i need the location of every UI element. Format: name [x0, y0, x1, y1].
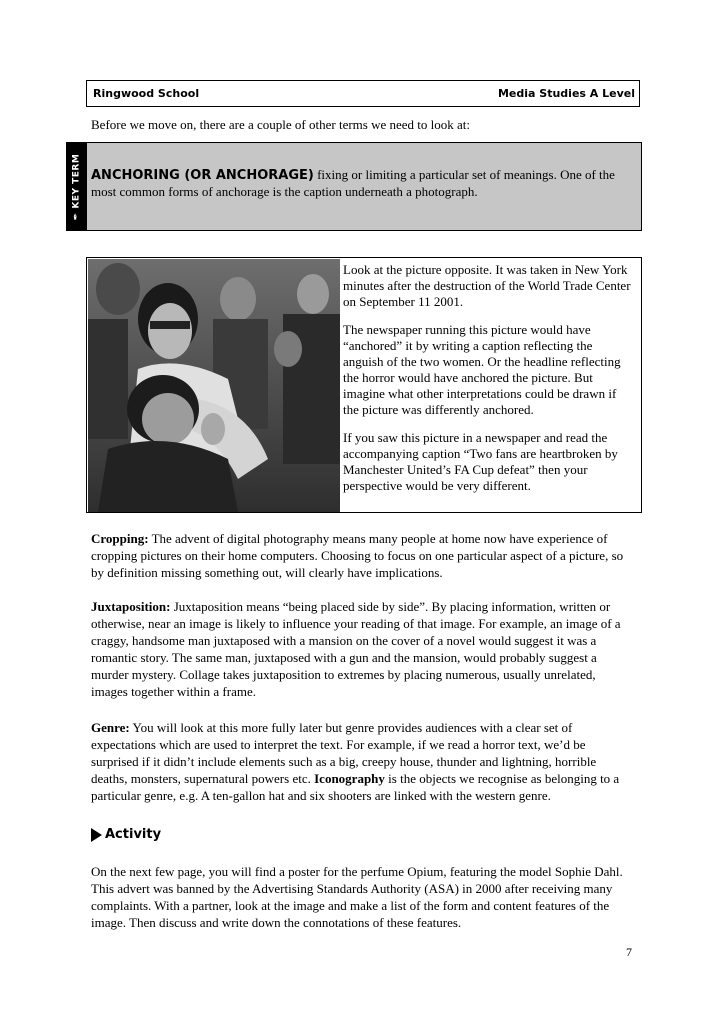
news-photo — [88, 259, 340, 512]
genre-label: Genre: — [91, 720, 130, 735]
photo-illustration — [88, 259, 340, 512]
activity-heading — [91, 827, 161, 842]
intro-text: Before we move on, there are a couple of other terms we need to look at: — [91, 117, 471, 132]
cropping-paragraph — [91, 530, 633, 581]
photo-text-p2: The newspaper running this picture would have “anchored” it by writing a caption reflecting the anguish of the two women. Or the headline reflecting the horror would have anchored the picture. But imagine what other interpretations could be drawn if the picture was differently anchored. — [343, 322, 621, 417]
key-term-title: ANCHORING (OR ANCHORAGE) — [91, 168, 314, 183]
header-course: Media Studies A Level — [497, 87, 635, 100]
play-triangle-icon — [91, 828, 102, 842]
genre-text-1: You will look at this more fully later but genre provides audiences with a clear set of expectations which are used to interpret the text. For example, if we read a horror text, we’d be surprised if it didn’t include elements such as a big, creepy house, thunder and lightning, horrible deaths, monsters, supernatural powers etc. — [91, 720, 597, 786]
juxtaposition-paragraph — [91, 598, 633, 700]
juxtaposition-label: Juxtaposition: — [91, 599, 171, 614]
key-term-tab-label: ✒ KEY TERM — [71, 153, 81, 220]
activity-paragraph: On the next few page, you will find a poster for the perfume Opium, featuring the model Sophie Dahl. This advert was banned by the Advertising Standards Authority (ASA) in 2000 after receiving many complaints. With a partner, look at the image and make a list of the form and content features of the image. Then discuss and write down the connotations of these features. — [91, 864, 623, 930]
cropping-label: Cropping: — [91, 531, 149, 546]
activity-heading-text: Activity — [105, 827, 162, 842]
genre-paragraph — [91, 719, 633, 804]
cropping-text: The advent of digital photography means many people at home now have experience of cropping pictures on their home computers. Choosing to focus on one particular aspect of a picture, so by definition missing something out, will clearly have implications. — [91, 531, 624, 580]
iconography-label: Iconography — [314, 771, 385, 786]
genre-text-2: is the objects we recognise as belonging to a particular genre, e.g. A ten-gallon hat and six shooters are linked with the western genre. — [91, 771, 620, 803]
photo-text-p3: If you saw this picture in a newspaper and read the accompanying caption “Two fans are heartbroken by Manchester United’s FA Cup defeat” then your perspective would be very different. — [343, 430, 618, 493]
page-number: 7 — [626, 945, 632, 959]
key-term-definition: fixing or limiting a particular set of meanings. One of the most common forms of anchorage is the caption underneath a photograph. — [91, 167, 615, 199]
key-term-tab — [66, 142, 86, 231]
photo-description — [343, 262, 635, 506]
photo-text-p1: Look at the picture opposite. It was taken in New York minutes after the destruction of the World Trade Center on September 11 2001. — [343, 262, 631, 309]
juxtaposition-text: Juxtaposition means “being placed side by side”. By placing information, written or otherwise, near an image is likely to influence your reading of that image. For example, an image of a craggy, handsome man juxtaposed with a mansion on the cover of a novel would suggest it was a romantic story. The same man, juxtaposed with a gun and the mansion, would probably suggest a murder mystery. Collage takes juxtaposition to extremes by placing numerous, usually unrelated, images together within a frame. — [91, 599, 621, 699]
key-term-box — [86, 142, 642, 231]
page-header — [86, 80, 640, 107]
header-school: Ringwood School — [93, 87, 200, 100]
